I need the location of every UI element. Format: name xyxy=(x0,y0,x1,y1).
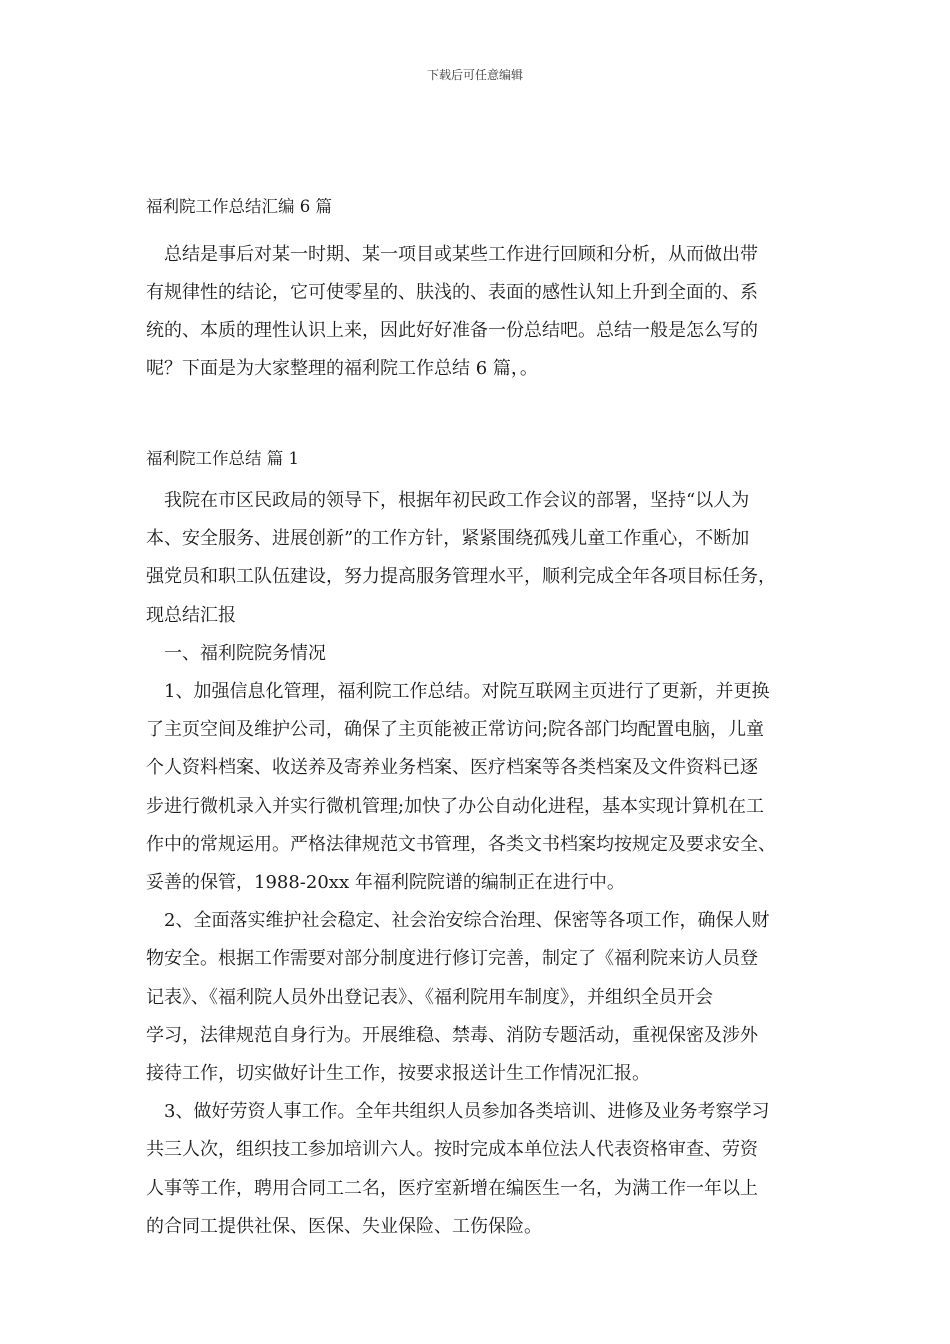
body-line: 共三人次，组织技工参加培训六人。按时完成本单位法人代表资格审查、劳资 xyxy=(146,1139,758,1161)
intro-line: 呢？下面是为大家整理的福利院工作总结 6 篇，。 xyxy=(146,358,538,379)
subsection-heading: 一、福利院院务情况 xyxy=(164,642,326,664)
body-line: 步进行微机录入并实行微机管理;加快了办公自动化进程，基本实现计算机在工 xyxy=(146,795,765,817)
body-line: 作中的常规运用。严格法律规范文书管理，各类文书档案均按规定及要求安全、 xyxy=(146,833,776,855)
document-title: 福利院工作总结汇编 6 篇 xyxy=(146,197,332,216)
section-title: 福利院工作总结 篇 1 xyxy=(146,449,299,468)
header-note: 下载后可任意编辑 xyxy=(426,68,523,82)
body-line: 了主页空间及维护公司，确保了主页能被正常访问;院各部门均配置电脑，儿童 xyxy=(146,719,765,741)
body-line: 学习，法律规范自身行为。开展维稳、禁毒、消防专题活动，重视保密及涉外 xyxy=(146,1024,758,1046)
body-line: 本、安全服务、进展创新”的工作方针，紧紧围绕孤残儿童工作重心，不断加 xyxy=(146,528,750,550)
body-line: 2、全面落实维护社会稳定、社会治安综合治理、保密等各项工作，确保人财 xyxy=(164,910,770,932)
body-line: 物安全。根据工作需要对部分制度进行修订完善，制定了《福利院来访人员登 xyxy=(146,948,758,970)
body-line: 强党员和职工队伍建设，努力提高服务管理水平，顺利完成全年各项目标任务， xyxy=(146,566,776,588)
body-line: 记表》、《福利院人员外出登记表》、《福利院用车制度》，并组织全员开会 xyxy=(146,986,713,1008)
intro-paragraph xyxy=(146,236,810,388)
body-line: 接待工作，切实做好计生工作，按要求报送计生工作情况汇报。 xyxy=(146,1063,650,1085)
intro-line: 统的、本质的理性认识上来，因此好好准备一份总结吧。总结一般是怎么写的 xyxy=(146,320,758,341)
body-line: 人事等工作，聘用合同工二名，医疗室新增在编医生一名，为满工作一年以上 xyxy=(146,1177,758,1199)
body-line: 3、做好劳资人事工作。全年共组织人员参加各类培训、进修及业务考察学习 xyxy=(164,1101,770,1123)
body-line: 妥善的保管，1988-20xx 年福利院院谱的编制正在进行中。 xyxy=(146,872,625,894)
body-line: 现总结汇报 xyxy=(146,604,236,626)
body-line: 的合同工提供社保、医保、失业保险、工伤保险。 xyxy=(146,1215,542,1237)
body-line: 个人资料档案、收送养及寄养业务档案、医疗档案等各类档案及文件资料已逐 xyxy=(146,757,758,779)
body-line: 我院在市区民政局的领导下，根据年初民政工作会议的部署，坚持“以人为 xyxy=(164,490,750,511)
body-text xyxy=(146,482,810,1246)
intro-line: 总结是事后对某一时期、某一项目或某些工作进行回顾和分析，从而做出带 xyxy=(164,244,758,265)
intro-line: 有规律性的结论，它可使零星的、肤浅的、表面的感性认知上升到全面的、系 xyxy=(146,282,758,303)
body-line: 1、加强信息化管理，福利院工作总结。对院互联网主页进行了更新，并更换 xyxy=(164,681,770,703)
